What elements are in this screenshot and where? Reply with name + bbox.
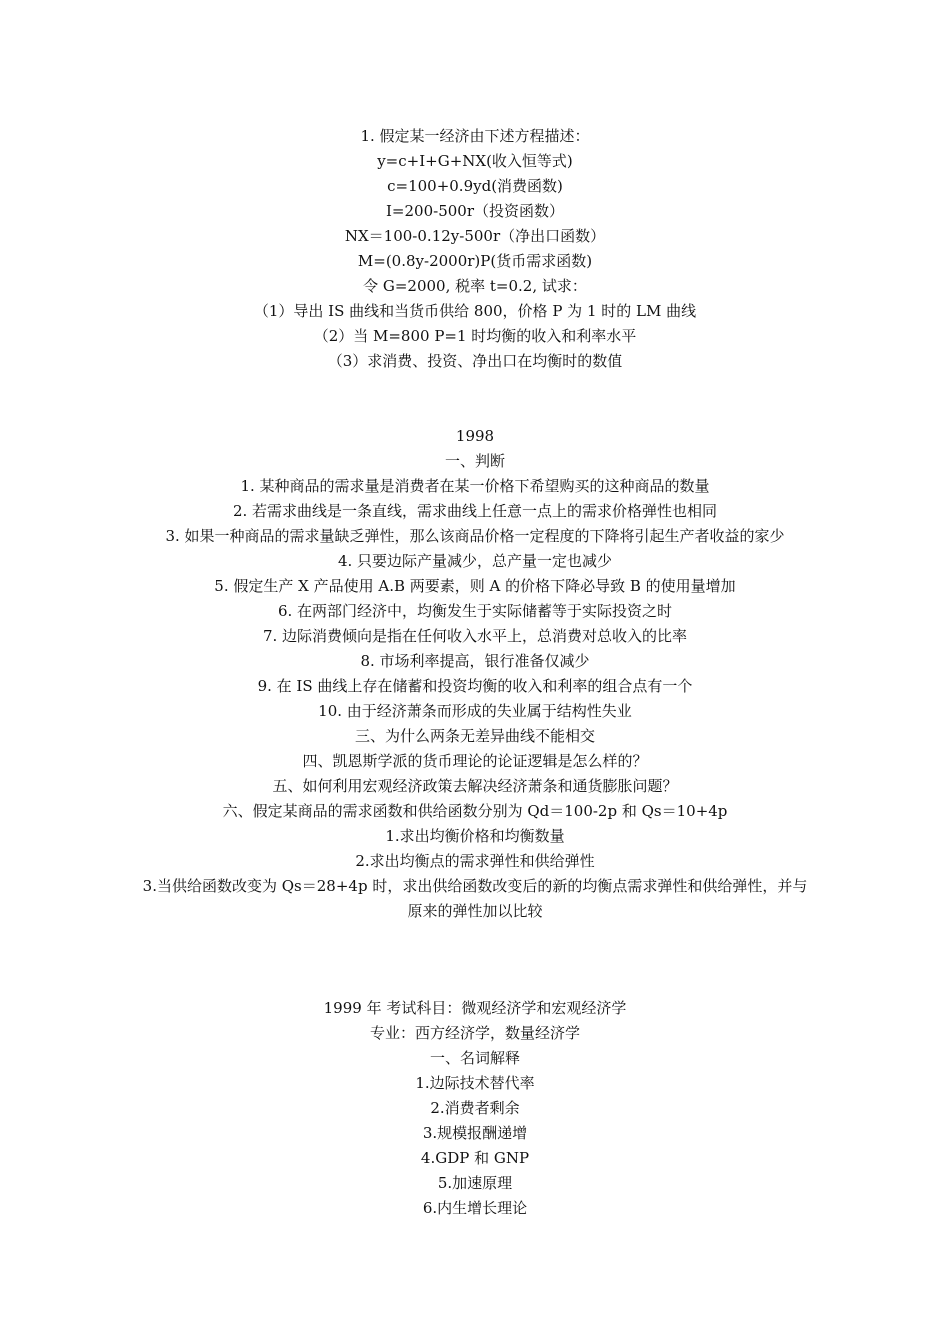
term-item-3: 3.规模报酬递增	[422, 1124, 528, 1142]
given-conditions: 令 G=2000, 税率 t=0.2, 试求：	[363, 277, 587, 295]
judgement-item-4: 4. 只要边际产量减少，总产量一定也减少	[337, 552, 613, 570]
money-demand-function: M=(0.8y-2000r)P(货币需求函数)	[357, 252, 593, 270]
sub-question-3: （3）求消费、投资、净出口在均衡时的数值	[327, 352, 623, 370]
term-item-4: 4.GDP 和 GNP	[420, 1149, 530, 1167]
question-six: 六、假定某商品的需求函数和供给函数分别为 Qd＝100-2p 和 Qs＝10+4p	[222, 802, 728, 820]
investment-function: I=200-500r（投资函数）	[386, 202, 564, 220]
judgement-item-2: 2. 若需求曲线是一条直线，需求曲线上任意一点上的需求价格弹性也相同	[232, 502, 718, 520]
question-four: 四、凯恩斯学派的货币理论的论证逻辑是怎么样的？	[302, 752, 648, 770]
exam-1999-heading: 1999 年 考试科目：微观经济学和宏观经济学	[323, 999, 627, 1017]
judgement-item-9: 9. 在 IS 曲线上存在储蓄和投资均衡的收入和利率的组合点有一个	[257, 677, 693, 695]
sub-question-1: （1）导出 IS 曲线和当货币供给 800，价格 P 为 1 时的 LM 曲线	[253, 302, 697, 320]
section-heading-terms: 一、名词解释	[429, 1049, 520, 1067]
question-title: 1. 假定某一经济由下述方程描述：	[360, 127, 590, 145]
economy-equations-question	[140, 124, 810, 374]
judgement-item-7: 7. 边际消费倾向是指在任何收入水平上，总消费对总收入的比率	[262, 627, 688, 645]
judgement-item-5: 5. 假定生产 X 产品使用 A.B 两要素，则 A 的价格下降必导致 B 的使用量增加	[214, 577, 736, 595]
question-five: 五、如何利用宏观经济政策去解决经济萧条和通货膨胀问题？	[272, 777, 678, 795]
exam-major: 专业：西方经济学，数量经济学	[369, 1024, 580, 1042]
sub-question-2: （2）当 M=800 P=1 时均衡的收入和利率水平	[313, 327, 637, 345]
judgement-item-1: 1. 某种商品的需求量是消费者在某一价格下希望购买的这种商品的数量	[240, 477, 710, 495]
income-identity-equation: y=c+I+G+NX(收入恒等式)	[377, 152, 573, 170]
judgement-item-6: 6. 在两部门经济中，均衡发生于实际储蓄等于实际投资之时	[277, 602, 673, 620]
term-item-5: 5.加速原理	[437, 1174, 513, 1192]
term-item-2: 2.消费者剩余	[430, 1099, 520, 1117]
judgement-item-8: 8. 市场利率提高，银行准备仅减少	[360, 652, 590, 670]
exam-1999-section	[140, 996, 810, 1221]
question-three: 三、为什么两条无差异曲线不能相交	[354, 727, 595, 745]
question-six-part-2: 2.求出均衡点的需求弹性和供给弹性	[355, 852, 595, 870]
term-item-1: 1.边际技术替代率	[415, 1074, 535, 1092]
consumption-function: c=100+0.9yd(消费函数)	[387, 177, 563, 195]
question-six-part-1: 1.求出均衡价格和均衡数量	[385, 827, 565, 845]
net-export-function: NX＝100-0.12y-500r（净出口函数）	[344, 227, 606, 245]
term-item-6: 6.内生增长理论	[422, 1199, 528, 1217]
question-six-part-3: 3.当供给函数改变为 Qs＝28+4p 时，求出供给函数改变后的新的均衡点需求弹性和供给弹性，并与原来的弹性加以比较	[142, 877, 808, 920]
exam-1998-section	[140, 424, 810, 924]
exam-year-heading: 1998	[455, 427, 495, 445]
judgement-item-3: 3. 如果一种商品的需求量缺乏弹性，那么该商品价格一定程度的下降将引起生产者收益的家少	[165, 527, 785, 545]
section-heading-judgement: 一、判断	[444, 452, 505, 470]
judgement-item-10: 10. 由于经济萧条而形成的失业属于结构性失业	[318, 702, 632, 720]
